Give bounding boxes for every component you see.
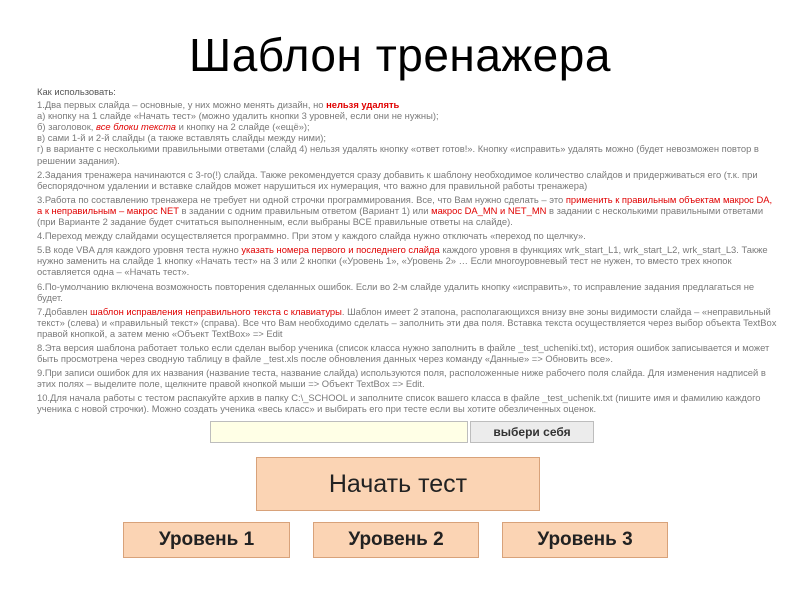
instruction-1-item-d: г) в варианте с несколькими правильными ответами (слайд 4) нельзя удалять кнопку «ответ готов!». Кнопку «исправить» удалять можно (будет невозможен повтор в решении задания). — [37, 143, 759, 166]
instruction-2: 2.Задания тренажера начинаются с 3-го(!) слайда. Также рекомендуется сразу добавить к шаблону необходимое количество слайдов и придерживаться его (т.к. при беспорядочном удалении и вставке слайдов может нарушиться их нумерация, что важно для правильной работы тренажера) — [37, 168, 758, 191]
instruction-1-text: 1.Два первых слайда – основные, у них можно менять дизайн, но — [37, 99, 327, 111]
student-name-field[interactable] — [210, 421, 468, 443]
instruction-1-item-c: в) сами 1-й и 2-й слайды (а также вставлять слайды между ними); — [37, 132, 326, 144]
start-test-button[interactable]: Начать тест — [256, 457, 540, 511]
instructions-heading: Как использовать: — [37, 86, 116, 97]
instruction-5-text-a: 5.В коде VBA для каждого уровня теста нужно — [37, 244, 242, 256]
level-1-button[interactable]: Уровень 1 — [123, 522, 290, 558]
instruction-3-text-c: в задании с несколькими правильными ответами (при Варианте 2 задание будет считаться выполненным, если выбраны ВСЕ правильные ответы на слайде). — [37, 204, 764, 228]
instruction-3-highlight-b: макрос DA_MN и NET_MN — [431, 204, 547, 216]
choose-self-button[interactable]: выбери себя — [470, 421, 594, 443]
instruction-1-highlight: нельзя удалять — [326, 99, 400, 111]
instruction-5 — [37, 244, 777, 277]
instruction-6: 6.По-умолчанию включена возможность повторения сделанных ошибок. Если во 2-м слайде удалить кнопку «исправить», то исправление задания предлагаться не будет. — [37, 280, 755, 303]
instruction-8: 8.Эта версия шаблона работает только если сделан выбор ученика (список класса нужно заполнить в файле _test_uchenikі.txt), история ошибок записывается и может быть просмотрена через сводную таблицу в файле _test.xls после обновления данных через команду «Данные» => Обновить все». — [37, 341, 770, 365]
instructions-block — [37, 86, 777, 418]
instruction-3-highlight-a: применить к правильным объектам макрос DA, а к неправильным – макрос NET — [37, 193, 773, 216]
level-2-button[interactable]: Уровень 2 — [313, 522, 479, 558]
instruction-7-text-a: 7.Добавлен — [37, 305, 91, 317]
instruction-7 — [37, 306, 777, 339]
instruction-4: 4.Переход между слайдами осуществляется программно. При этом у каждого слайда нужно отключать «переход по щелчку». — [37, 230, 586, 242]
instruction-1-item-a: а) кнопку на 1 слайде «Начать тест» (можно удалить кнопки 3 уровней, если они не нужны); — [37, 110, 439, 122]
instruction-5-highlight: указать номера первого и последнего слайда — [241, 244, 440, 256]
instruction-7-highlight: шаблон исправления неправильного текста с клавиатуры — [90, 305, 342, 317]
level-3-button[interactable]: Уровень 3 — [502, 522, 668, 558]
instruction-1-item-b-start: б) заголовок, — [37, 121, 97, 133]
page-title: Шаблон тренажера — [189, 29, 611, 81]
instruction-10: 10.Для начала работы с тестом распакуйте архив в папку C:\_SCHOOL и заполните список вашего класса в файле _test_uchenik.txt (пишите имя и фамилию каждого ученика с новой строчки). Можно создать ученика «весь класс» и выбирать его при тесте если вы хотите обезличенных оценок. — [37, 392, 761, 415]
instruction-3-text-a: 3.Работа по составлению тренажера не требует ни одной строчки программирования. Все, что Вам нужно сделать – это — [37, 193, 566, 205]
instruction-7-text-b: . Шаблон имеет 2 этапона, располагающихся внизу вне зоны видимости слайда – «неправильный текст» (слева) и «правильный текст» (справа). Все что Вам необходимо сделать – заполнить эти два поля. Вставка текста осуществляется через выбор объекта TextBox правой кнопкой, а затем меню «Объект TextBox» => Edit — [37, 305, 777, 339]
instruction-1-item-b-highlight: все блоки текста — [96, 121, 176, 133]
instruction-3-text-b: в задании с одним правильным ответом (Вариант 1) или — [178, 204, 432, 216]
instruction-3 — [37, 194, 777, 227]
instruction-1-item-b-end: и кнопку на 2 слайде («ещё»); — [176, 121, 310, 133]
instruction-1 — [37, 99, 777, 166]
instruction-9: 9.При записи ошибок для их названия (название теста, название слайда) используются поля, расположенные ниже рабочего поля слайда. Для изменения надписей в этих полях – выделите поле, щелкните правой кнопкой мыши => Объект TextBox => Edit. — [37, 367, 766, 390]
instruction-5-text-b: каждого уровня в функциях wrk_start_L1, wrk_start_L2, wrk_start_L3. Также нужно заменить на слайде 1 кнопку «Начать тест» на 3 или 2 кнопки («Уровень 1», «Уровень 2» … Если многоуровневый тест не нужен, то вместо трех кнопок оставляется одна – «Начать тест». — [37, 244, 768, 278]
